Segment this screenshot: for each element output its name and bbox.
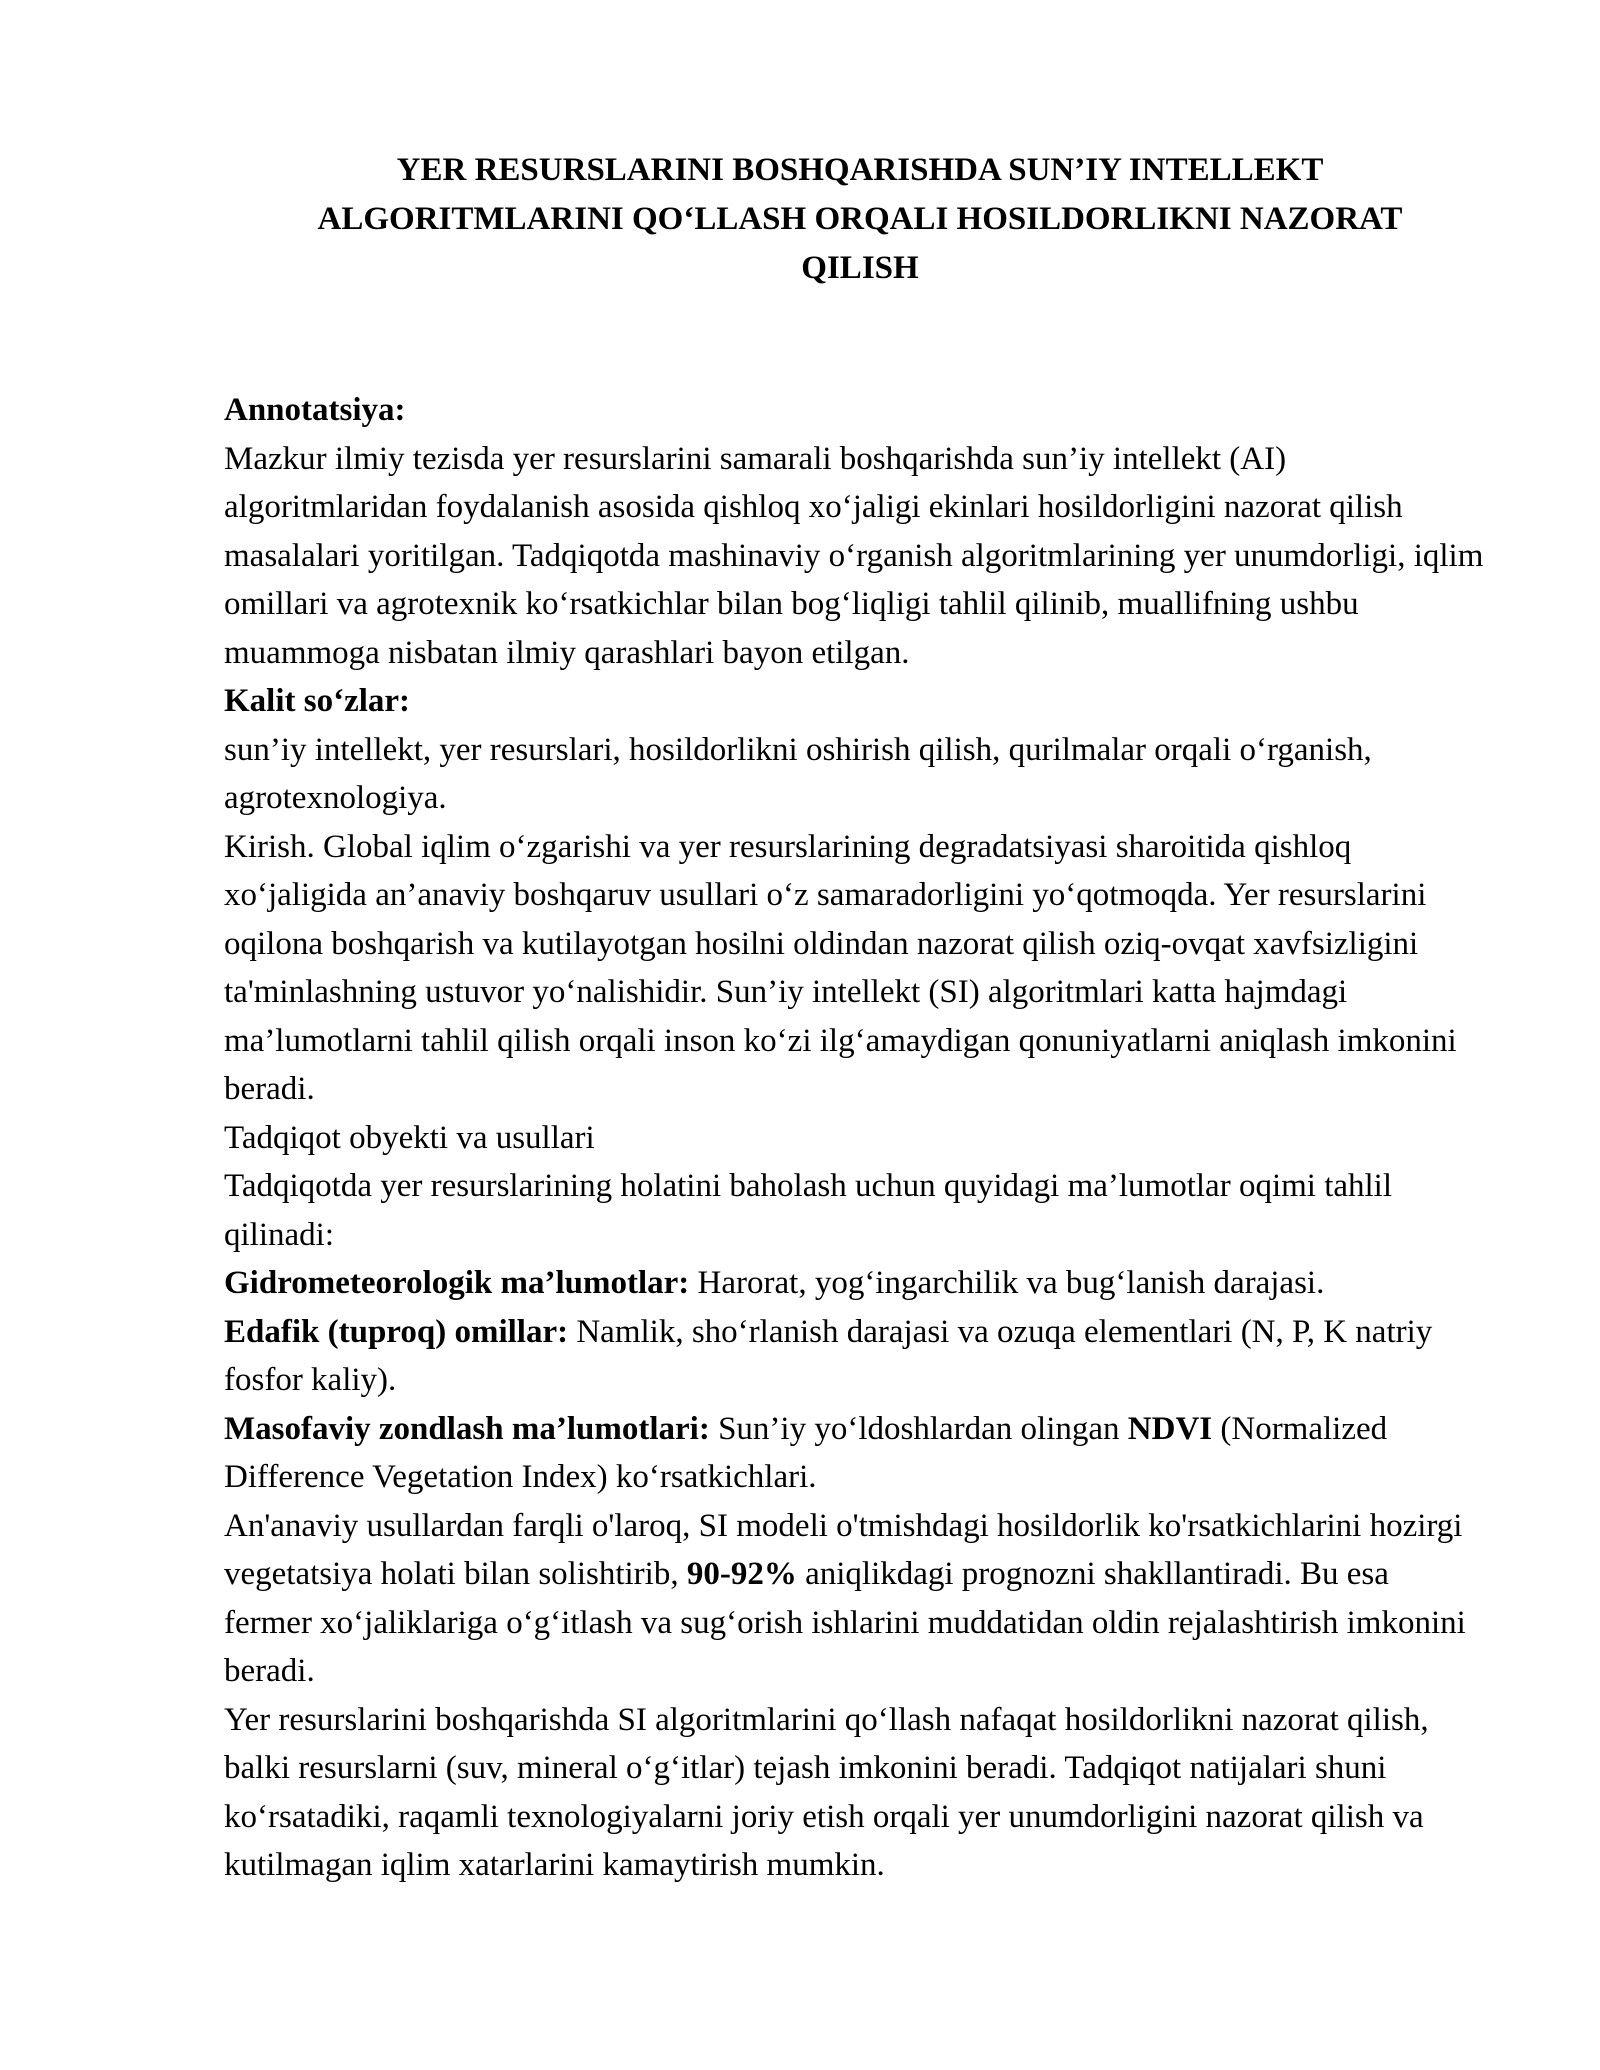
data-item-hydrometeorological	[224, 1259, 1484, 1308]
title-line-3: QILISH	[801, 250, 919, 286]
results-paragraph	[224, 1502, 1484, 1696]
paper-body	[224, 386, 1484, 1890]
title-line-1: YER RESURSLARINI BOSHQARISHDA SUN’IY INTELLEKT	[396, 152, 1324, 188]
keywords-heading: Kalit so‘zlar:	[224, 683, 411, 719]
keywords-text: sun’iy intellekt, yer resurslari, hosildorlikni oshirish qilish, qurilmalar orqali o‘rganish, agrotexnologiya.	[224, 731, 1372, 816]
data-item-text: Harorat, yog‘ingarchilik va bug‘lanish darajasi.	[689, 1265, 1325, 1301]
data-item-text-continued: (Normalized Difference Vegetation Index) ko‘rsatkichlari.	[224, 1410, 1388, 1495]
paper-title	[230, 146, 1490, 293]
data-item-text: Sun’iy yo‘ldoshlardan olingan	[709, 1410, 1128, 1447]
results-text-end: aniqlikdagi prognozni shakllantiradi. Bu esa fermer xo‘jaliklariga o‘g‘itlash va sug‘orish ishlarini muddatidan oldin rejalashtirish imkonini beradi.	[224, 1556, 1466, 1689]
data-item-label: Masofaviy zondlash ma’lumotlari:	[224, 1410, 710, 1447]
introduction-paragraph: Kirish. Global iqlim o‘zgarishi va yer resurslarining degradatsiyasi sharoitida qishloq xo‘jaligida an’anaviy boshqaruv usullari o‘z samaradorligini yo‘qotmoqda. Yer resurslarini oqilona boshqarish va kutilayotgan hosilni oldindan nazorat qilish oziq-ovqat xavfsizligini ta'minlashning ustuvor yo‘nalishidir. Sun’iy intellekt (SI) algoritmlari katta hajmdagi ma’lumotlarni tahlil qilish orqali inson ko‘zi ilg‘amaydigan qonuniyatlarni aniqlash imkonini beradi.	[224, 828, 1457, 1107]
methods-text: Tadqiqotda yer resurslarining holatini baholash uchun quyidagi ma’lumotlar oqimi tahlil qilinadi:	[224, 1168, 1393, 1253]
title-line-2: ALGORITMLARINI QO‘LLASH ORQALI HOSILDORLIKNI NAZORAT	[317, 201, 1403, 237]
results-text-start: An'anaviy usullardan farqli o'laroq, SI modeli o'tmishdagi hosildorlik ko'rsatkichlarini hozirgi vegetatsiya holati bilan solishtirib,	[224, 1507, 1463, 1592]
annotation-heading: Annotatsiya:	[224, 392, 406, 428]
data-item-label: Gidrometeorologik ma’lumotlar:	[224, 1265, 690, 1301]
data-item-remote-sensing	[224, 1405, 1484, 1502]
data-item-soil	[224, 1308, 1484, 1405]
methods-heading: Tadqiqot obyekti va usullari	[224, 1119, 595, 1156]
accuracy-value: 90-92%	[686, 1556, 797, 1592]
conclusion-paragraph: Yer resurslarini boshqarishda SI algoritmlarini qo‘llash nafaqat hosildorlikni nazorat qilish, balki resurslarni (suv, mineral o‘g‘itlar) tejash imkonini beradi. Tadqiqot natijalari shuni ko‘rsatadiki, raqamli texnologiyalarni joriy etish orqali yer unumdorligini nazorat qilish va kutilmagan iqlim xatarlarini kamaytirish mumkin.	[224, 1701, 1429, 1883]
ndvi-term: NDVI	[1127, 1410, 1213, 1447]
data-item-text: Namlik, sho‘rlanish darajasi va ozuqa elementlari (N, P, K natriy fosfor kaliy).	[224, 1313, 1433, 1398]
data-item-label: Edafik (tuproq) omillar:	[224, 1313, 569, 1350]
annotation-text: Mazkur ilmiy tezisda yer resurslarini samarali boshqarishda sun’iy intellekt (AI) algoritmlaridan foydalanish asosida qishloq xo‘jaligi ekinlari hosildorligini nazorat qilish masalalari yoritilgan. Tadqiqotda mashinaviy o‘rganish algoritmlarining yer unumdorligi, iqlim omillari va agrotexnik ko‘rsatkichlar bilan bog‘liqligi tahlil qilinib, muallifning ushbu muammoga nisbatan ilmiy qarashlari bayon etilgan.	[224, 440, 1484, 671]
